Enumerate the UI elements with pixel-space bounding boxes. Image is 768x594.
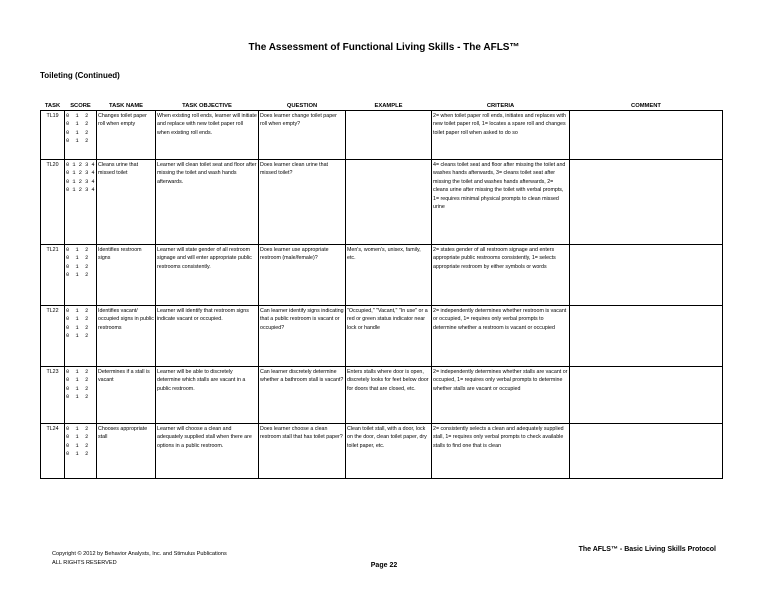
- question-cell: Does learner choose a clean restroom stall that has toilet paper?: [259, 424, 346, 479]
- column-header-comment: COMMENT: [570, 101, 723, 111]
- score-options[interactable]: 0 1 2: [66, 113, 89, 119]
- page-number: Page 22: [370, 562, 398, 569]
- score-options[interactable]: 0 1 2: [66, 255, 89, 262]
- score-options[interactable]: 0 1 2: [66, 247, 89, 253]
- criteria-cell: 2= independently determines whether stalls are vacant or occupied, 1= requires only verbal prompts to determine whether stalls are vacant or occupied: [432, 367, 570, 424]
- score-options[interactable]: 0 1 2: [66, 263, 89, 270]
- table-row: [41, 424, 723, 479]
- example-cell: [346, 160, 432, 245]
- comment-cell[interactable]: [570, 424, 723, 479]
- column-header-example: EXAMPLE: [346, 101, 432, 111]
- question-cell: Does learner change toilet paper roll when empty?: [259, 111, 346, 160]
- column-header-score: SCORE: [65, 101, 97, 111]
- task-id-cell: TL19: [41, 111, 65, 160]
- task-objective-cell: Learner will state gender of all restroom signage and will enter appropriate public restrooms consistently.: [156, 245, 259, 306]
- score-options[interactable]: 0 1 2: [66, 369, 89, 375]
- task-objective-cell: When existing roll ends, learner will initiate and replace with new toilet paper roll when existing roll ends.: [156, 111, 259, 160]
- score-options[interactable]: 0 1 2: [66, 324, 89, 331]
- comment-cell[interactable]: [570, 367, 723, 424]
- column-header-question: QUESTION: [259, 101, 346, 111]
- table-row: [41, 160, 723, 245]
- section-title: Toileting (Continued): [40, 71, 120, 80]
- comment-cell[interactable]: [570, 245, 723, 306]
- task-id-cell: TL22: [41, 306, 65, 367]
- example-cell: Men's, women's, unisex, family, etc.: [346, 245, 432, 306]
- comment-cell[interactable]: [570, 306, 723, 367]
- score-cell[interactable]: [65, 424, 97, 479]
- table-header-row: [41, 101, 723, 111]
- example-cell: Clean toilet stall, with a door, lock on the door, clean toilet paper, dry toilet paper, etc.: [346, 424, 432, 479]
- question-cell: Does learner use appropriate restroom (male/female)?: [259, 245, 346, 306]
- question-cell: Does learner clean urine that missed toilet?: [259, 160, 346, 245]
- question-cell: Can learner identify signs indicating that a public restroom is vacant or occupied?: [259, 306, 346, 367]
- task-id-cell: TL20: [41, 160, 65, 245]
- criteria-cell: 2= independently determines whether restroom is vacant or occupied, 1= requires only verbal prompts to determine whether a restroom is vacant or occupied: [432, 306, 570, 367]
- score-cell[interactable]: [65, 245, 97, 306]
- score-cell[interactable]: [65, 160, 97, 245]
- score-cell[interactable]: [65, 306, 97, 367]
- score-options[interactable]: 0 1 2 3 4: [66, 178, 95, 185]
- task-name-cell: Identifies restroom signs: [97, 245, 156, 306]
- task-id-cell: TL21: [41, 245, 65, 306]
- score-options[interactable]: 0 1 2: [66, 121, 89, 128]
- task-objective-cell: Learner will identify that restroom signs indicate vacant or occupied.: [156, 306, 259, 367]
- score-options[interactable]: 0 1 2: [66, 272, 89, 279]
- criteria-cell: 2= when toilet paper roll ends, initiates and replaces with new toilet paper roll, 1= locates a spare roll and changes toilet paper roll when asked to do so: [432, 111, 570, 160]
- copyright-text: Copyright © 2012 by Behavior Analysts, Inc. and Stimulus Publications: [52, 551, 227, 557]
- assessment-table: [40, 101, 723, 479]
- criteria-cell: 4= cleans toilet seat and floor after missing the toilet and washes hands afterwards, 3= cleans toilet seat after missing the toilet and washes hands afterwards, 2= cleans urine after missing the toilet with verbal prompts, 1= requires minimal physical prompts to clean missed urine: [432, 160, 570, 245]
- score-options[interactable]: 0 1 2: [66, 316, 89, 323]
- score-options[interactable]: 0 1 2: [66, 138, 89, 145]
- protocol-title: The AFLS™ - Basic Living Skills Protocol: [578, 546, 716, 553]
- task-name-cell: Cleans urine that missed toilet: [97, 160, 156, 245]
- task-name-cell: Determines if a stall is vacant: [97, 367, 156, 424]
- score-options[interactable]: 0 1 2: [66, 451, 89, 458]
- score-options[interactable]: 0 1 2 3 4: [66, 162, 95, 168]
- task-name-cell: Chooses appropriate stall: [97, 424, 156, 479]
- criteria-cell: 2= states gender of all restroom signage and enters appropriate public restrooms consistently, 1= selects appropriate restroom by either symbols or words: [432, 245, 570, 306]
- example-cell: Enters stalls where door is open, discretely looks for feet below door for doors that are closed, etc.: [346, 367, 432, 424]
- table-row: [41, 306, 723, 367]
- task-objective-cell: Learner will be able to discretely determine which stalls are vacant in a public restroom.: [156, 367, 259, 424]
- score-cell[interactable]: [65, 111, 97, 160]
- criteria-cell: 2= consistently selects a clean and adequately supplied stall, 1= requires only verbal prompts to check available stalls to find one that is clean: [432, 424, 570, 479]
- task-objective-cell: Learner will choose a clean and adequately supplied stall when there are options in a public restroom.: [156, 424, 259, 479]
- table-row: [41, 111, 723, 160]
- score-options[interactable]: 0 1 2: [66, 394, 89, 401]
- score-options[interactable]: 0 1 2 3 4: [66, 170, 95, 177]
- column-header-criteria: CRITERIA: [432, 101, 570, 111]
- score-options[interactable]: 0 1 2: [66, 434, 89, 441]
- comment-cell[interactable]: [570, 160, 723, 245]
- score-options[interactable]: 0 1 2: [66, 129, 89, 136]
- example-cell: "Occupied," "Vacant," "In use" or a red or green status indicator near lock or handle: [346, 306, 432, 367]
- score-options[interactable]: 0 1 2 3 4: [66, 187, 95, 194]
- task-id-cell: TL24: [41, 424, 65, 479]
- task-objective-cell: Learner will clean toilet seat and floor after missing the toilet and wash hands afterwards.: [156, 160, 259, 245]
- page-title: The Assessment of Functional Living Skills - The AFLS™: [248, 42, 520, 53]
- score-options[interactable]: 0 1 2: [66, 308, 89, 314]
- score-cell[interactable]: [65, 367, 97, 424]
- task-name-cell: Changes toilet paper roll when empty: [97, 111, 156, 160]
- column-header-task-name: TASK NAME: [97, 101, 156, 111]
- task-name-cell: Identifies vacant/ occupied signs in public restrooms: [97, 306, 156, 367]
- score-options[interactable]: 0 1 2: [66, 333, 89, 340]
- column-header-task-objective: TASK OBJECTIVE: [156, 101, 259, 111]
- rights-text: ALL RIGHTS RESERVED: [52, 560, 117, 566]
- table-row: [41, 367, 723, 424]
- example-cell: [346, 111, 432, 160]
- column-header-task: TASK: [41, 101, 65, 111]
- comment-cell[interactable]: [570, 111, 723, 160]
- question-cell: Can learner discretely determine whether a bathroom stall is vacant?: [259, 367, 346, 424]
- score-options[interactable]: 0 1 2: [66, 426, 89, 432]
- score-options[interactable]: 0 1 2: [66, 377, 89, 384]
- score-options[interactable]: 0 1 2: [66, 385, 89, 392]
- task-id-cell: TL23: [41, 367, 65, 424]
- score-options[interactable]: 0 1 2: [66, 442, 89, 449]
- table-row: [41, 245, 723, 306]
